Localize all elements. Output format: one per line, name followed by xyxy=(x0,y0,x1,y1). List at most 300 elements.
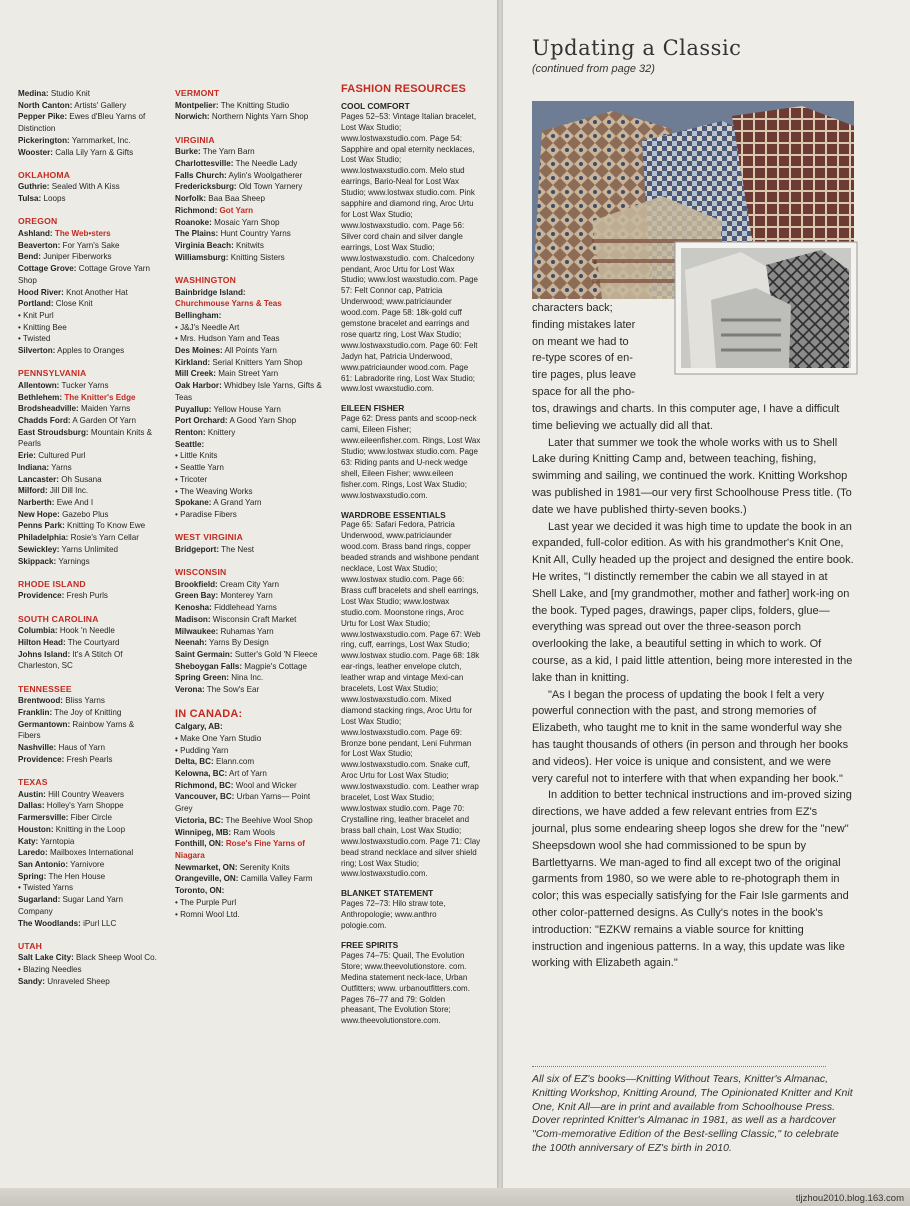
store-listing xyxy=(18,181,158,193)
store-city: Bend: xyxy=(18,252,41,262)
store-listing xyxy=(175,661,325,673)
store-listing xyxy=(18,836,158,848)
store-listing xyxy=(175,310,325,322)
state-heading: OREGON xyxy=(18,216,58,227)
store-listing xyxy=(18,251,158,263)
store-city: Cottage Grove: xyxy=(18,264,77,274)
vintage-sweaters-photo xyxy=(671,240,860,376)
store-name: The Web•sters xyxy=(54,229,111,239)
store-listing xyxy=(18,287,158,299)
store-name: • Make One Yarn Studio xyxy=(175,733,262,743)
store-city: Neenah: xyxy=(175,638,207,648)
store-city: Richmond, BC: xyxy=(175,780,234,790)
store-city: Pickerington: xyxy=(18,135,70,145)
store-city: Vancouver, BC: xyxy=(175,792,235,802)
store-name: Maiden Yarns xyxy=(80,404,131,414)
store-name: • Knitting Bee xyxy=(18,322,67,332)
store-name: The Needle Lady xyxy=(235,159,298,169)
state-heading: WEST VIRGINIA xyxy=(175,532,244,543)
store-city: Hilton Head: xyxy=(18,638,66,648)
store-listing xyxy=(175,626,325,638)
fashion-section-text: Pages 74–75: Quail, The Evolution Store; www.theevolutionstore. com. Medina statement neck-lace, Urban Outfitters; www. urbanoutfitters.com. Pages 76–77 and 79: Golden pheasant, The Evolution Store; www.theevolutionstore.com. xyxy=(341,950,470,1026)
books-caption: All six of EZ's books—Knitting Without Tears, Knitter's Almanac, Knitting Workshop, Knitting Around, The Opinionated Knitter and Knit One, Knit All—are in print and available from Schoolhouse Press. Dover reprinted Knitter's Almanac in 1981, as well as a hardcover "Com-memorative Edition of the Best-selling Classic," to celebrate the 100th anniversary of EZ's birth in 2010. xyxy=(532,1073,853,1154)
store-listing xyxy=(18,135,158,147)
store-name: Holley's Yarn Shoppe xyxy=(46,801,124,811)
state-section xyxy=(18,368,158,567)
store-name: Fiber Circle xyxy=(70,813,113,823)
store-city: Narberth: xyxy=(18,498,55,507)
store-listing xyxy=(18,509,158,521)
store-name: Gazebo Plus xyxy=(62,509,109,519)
store-listing xyxy=(175,756,325,768)
store-city: Beaverton: xyxy=(18,240,61,250)
store-listing xyxy=(18,590,158,602)
store-city: Delta, BC: xyxy=(175,757,214,767)
store-listing xyxy=(18,427,158,450)
store-listing xyxy=(175,474,325,486)
store-listing xyxy=(175,509,325,521)
store-city: Sheboygan Falls: xyxy=(175,661,243,671)
store-name: Fiddlehead Yarns xyxy=(214,603,277,613)
store-name: Yarns By Design xyxy=(209,638,269,648)
store-name: Yarnmarket, Inc. xyxy=(71,135,131,145)
state-heading: PENNSYLVANIA xyxy=(18,368,87,379)
store-listing xyxy=(18,544,158,556)
store-name: Yellow House Yarn xyxy=(213,404,281,414)
store-name: Jill Dill Inc. xyxy=(49,486,89,496)
store-name: Rosie's Yarn Cellar xyxy=(70,533,139,543)
store-city: Orangeville, ON: xyxy=(175,874,239,884)
store-listing xyxy=(18,742,158,754)
store-city: Farmersville: xyxy=(18,813,69,823)
store-listing xyxy=(175,897,325,909)
store-listing xyxy=(18,333,158,345)
store-name: Elann.com xyxy=(215,757,255,767)
store-city: Brookfield: xyxy=(175,579,218,589)
store-listing xyxy=(175,815,325,827)
store-city: Winnipeg, MB: xyxy=(175,827,232,837)
store-name: • Pudding Yarn xyxy=(175,745,229,755)
store-name: The Hen House xyxy=(48,871,106,881)
store-name: Magpie's Cottage xyxy=(244,661,308,671)
store-listing xyxy=(18,859,158,871)
store-city: Tulsa: xyxy=(18,194,42,204)
store-city: San Antonio: xyxy=(18,859,69,869)
store-listing xyxy=(175,745,325,757)
store-name: Camilla Valley Farm xyxy=(240,874,313,884)
store-listing xyxy=(18,392,158,404)
store-name: Fresh Pearls xyxy=(66,754,113,764)
store-city: Norfolk: xyxy=(175,194,207,204)
store-name: Rainbow Yarns & Fibers xyxy=(18,719,135,741)
store-name: Hunt Country Yarns xyxy=(220,229,291,239)
store-city: Johns Island: xyxy=(18,649,71,659)
store-city: Puyallup: xyxy=(175,404,212,414)
store-listing xyxy=(175,909,325,921)
store-listing xyxy=(18,322,158,334)
store-name: The Nest xyxy=(221,544,255,554)
fashion-section-title: COOL COMFORT xyxy=(341,100,410,111)
store-name: A Good Yarn Shop xyxy=(229,416,297,426)
store-listing xyxy=(18,263,158,286)
store-city: North Canton: xyxy=(18,100,73,110)
store-city: Indiana: xyxy=(18,462,50,472)
store-name: Sealed With A Kiss xyxy=(51,182,120,192)
store-city: Hood River: xyxy=(18,287,64,297)
store-name: • Mrs. Hudson Yarn and Teas xyxy=(175,334,280,344)
store-city: Milwaukee: xyxy=(175,626,219,636)
store-name: Wool and Wicker xyxy=(235,780,297,790)
store-city: Penns Park: xyxy=(18,521,65,531)
store-listing xyxy=(175,590,325,602)
store-name: Knittery xyxy=(207,427,236,437)
store-listing xyxy=(18,100,158,112)
store-listing xyxy=(175,462,325,474)
store-name: Yarns xyxy=(51,462,72,472)
store-listing xyxy=(18,976,158,988)
state-section xyxy=(18,684,158,766)
store-name: Monterey Yarn xyxy=(220,591,273,601)
state-section xyxy=(18,614,158,673)
store-city: Spokane: xyxy=(175,498,212,508)
caption-divider xyxy=(532,1066,826,1067)
store-listing xyxy=(18,240,158,252)
store-city: Ashland: xyxy=(18,229,53,239)
store-city: Providence: xyxy=(18,754,65,764)
store-city: Houston: xyxy=(18,824,54,834)
store-name: The Courtyard xyxy=(67,638,120,648)
store-name: Knitting in the Loop xyxy=(55,824,126,834)
store-listing xyxy=(18,228,158,240)
store-city: Medina: xyxy=(18,89,49,98)
store-listing xyxy=(18,894,158,917)
store-city: Madison: xyxy=(175,614,211,624)
store-name: Ewe And I xyxy=(56,498,94,507)
store-name: Haus of Yarn xyxy=(58,743,105,753)
store-name: Fresh Purls xyxy=(66,591,108,601)
state-section xyxy=(18,216,158,356)
store-name: Ruhamas Yarn xyxy=(220,626,274,636)
store-city: Burke: xyxy=(175,147,201,157)
store-city: Oak Harbor: xyxy=(175,381,222,391)
fashion-resources xyxy=(341,84,481,1027)
fashion-section-title: BLANKET STATEMENT xyxy=(341,888,434,899)
store-city: Sandy: xyxy=(18,976,45,986)
store-listing xyxy=(18,450,158,462)
store-directory-column-2 xyxy=(175,88,325,932)
store-name: Loops xyxy=(43,194,66,204)
state-section xyxy=(18,777,158,929)
store-name: Mosaic Yarn Shop xyxy=(214,217,280,227)
fashion-section-title: FREE SPIRITS xyxy=(341,939,399,950)
store-city: Mill Creek: xyxy=(175,369,216,379)
store-name: The Yarn Barn xyxy=(202,147,255,157)
state-section xyxy=(175,88,325,123)
watermark-url: tljzhou2010.blog.163.com xyxy=(795,1193,904,1204)
store-city: Providence: xyxy=(18,591,65,601)
article-paragraph-5: In addition to better technical instructions and im-proved sizing directions, we have added a few relevant entries from EZ's journal, plus some endearing sheep logos she drew for the "new" Sheepsdown wool she had commissioned to be spun by Bartlettyarns. We man-aged to find all except two of the original garments from 1980, so we were able to re-photograph them in color; this was especially satisfying for the Fair Isle garments and other color-patterned designs. As Cully's notes in the book's introduction: "EZKW remains a viable source for knitting instruction and ingenious patterns. In a way, this update was like working with Elizabeth again." xyxy=(532,789,852,970)
store-name: • Romni Wool Ltd. xyxy=(175,909,240,919)
store-name: Main Street Yarn xyxy=(218,369,279,379)
store-city: The Plains: xyxy=(175,229,219,239)
state-heading: WISCONSIN xyxy=(175,567,227,578)
store-name: Urban Yarns— Point Grey xyxy=(175,792,311,814)
store-name: • Seattle Yarn xyxy=(175,463,224,473)
store-listing xyxy=(175,427,325,439)
store-name: Sugar Land Yarn Company xyxy=(18,895,123,916)
store-name: The Joy of Knitting xyxy=(54,708,122,718)
store-name: For Yarn's Sake xyxy=(62,240,120,250)
store-name: Yarntopia xyxy=(40,836,75,846)
store-name: Studio Knit xyxy=(50,89,90,98)
store-listing xyxy=(18,625,158,637)
state-section xyxy=(18,88,158,158)
store-name: • Blazing Needles xyxy=(18,965,82,975)
store-city: Silverton: xyxy=(18,346,56,356)
article-paragraph-3: Last year we decided it was high time to update the book in an expanded, full-color edition. As with his grandmother's Knit One, Knit All, Cully headed up the project and designed the entire book. He writes, "I distinctly remember the cabin we all stayed in at Shell Lake, and [my grandmother, mother and father] work-ing on the book. Typed pages, drawings, paper clips, folders, glue—everything was spread out over the three-season porch overlooking the lake, a beautiful setting in which to work. Of course, as a kid, I paid little attention, being more interested in the lake than in knitting. xyxy=(532,520,854,684)
state-heading: RHODE ISLAND xyxy=(18,578,86,589)
fashion-resources-heading: FASHION RESOURCES xyxy=(341,83,467,95)
store-name: Yarnings xyxy=(58,556,90,566)
store-city: Des Moines: xyxy=(175,346,223,356)
fashion-section-text: Page 65: Safari Fedora, Patricia Underwood, www.patriciaunder wood.com. Brass band rings, copper beaded strands and wishbone pendant necklace, Lost Wax Studio; www.lostwax studio.com. Page 66: Brass cuff bracelets and shell earrings, Lost Wax Studio; www.lostwax studio.com. Moonstone rings, Aroc Urtu for Lost Wax Studio; www.lostwaxstudio.com. Page 67: Web ring, cuff, earrings, Lost Wax Studio; www.lostwax studio.com. Page 68: 18k ear-rings, leather envelope clutch, leather wrap and vintage Mexi-can bracelets, Lost Wax Studio; www.lostwaxstudio.com. Mixed diamond stacking rings, Aroc Urtu for Lost Wax Studio; www.lostwaxstudio.com. Page 69: Bronze bone pendant, Leni Fuhrman for Lost Wax Studio; www.lostwaxstudio.com. Snake cuff, Aroc Urtu for Lost Wax Studio; www.lostwaxstudio. com. Leather wrap bracelet, Lost Wax Studio; www.lostwax studio.com. Page 70: Crystalline ring, leather bracelet and brass ball chain, Lost Wax Studio; www.lostwaxstudio.com. Page 71: Clay bead strand necklace and silver shield ring; Lost Wax Studio; www.lostwaxstudio.com. xyxy=(341,520,481,879)
store-name: Cottage Grove Yarn Shop xyxy=(18,264,150,285)
store-city: Germantown: xyxy=(18,719,71,729)
store-city: Bethlehem: xyxy=(18,392,63,402)
article-paragraph-1-end: tos, drawings and charts. In this computer age, I have a difficult time believing we actually did all that. xyxy=(532,403,840,432)
store-listing xyxy=(18,474,158,486)
store-name: Rose's Fine Yarns of Niagara xyxy=(175,839,305,860)
store-name: iPurl LLC xyxy=(83,918,117,928)
store-listing xyxy=(175,684,325,696)
store-city: Virginia Beach: xyxy=(175,240,234,250)
state-heading: SOUTH CAROLINA xyxy=(18,613,99,624)
store-name: • The Purple Purl xyxy=(175,897,237,907)
store-city: Verona: xyxy=(175,685,205,695)
fashion-section-title: EILEEN FISHER xyxy=(341,403,405,414)
store-listing xyxy=(175,873,325,885)
fashion-section-text: Pages 52–53: Vintage Italian bracelet, Lost Wax Studio; www.lostwaxstudio.com. Page 54: Sapphire and opal eternity necklaces, Lost Wax Studio; www.lostwaxstudio.com. Melo stud earrings, Bario-Neal for Lost Wax Studio; www.lostwax studio.com. Pink sapphire and diamond ring, Aroc Urtu for Lost Wax Studio; www.lostwaxstudio. com. Page 56: Silver cord chain and silver dangle earrings, Lost Wax Studio; www.lostwaxstudio. com. Chalcedony pendant, Aroc Urtu for Lost Wax Studio; www.lost waxstudio.com. Page 57: Felt Connor cap, Patricia Underwood; www.patriciaunder wood.com. Page 58: 18k-gold cuff gemstone bracelet and earrings and rose quartz ring, Lost Wax Studio; www.lostwaxstudio.com. Page 60: Felt Jadyn hat, Patricia Underwood, www.patriciaunder wood.com. Page 61: Labradorite ring, Lost Wax Studio; www.lost vwaxstudio.com. xyxy=(341,111,478,394)
store-city: Chadds Ford: xyxy=(18,416,71,426)
store-name: Tucker Yarns xyxy=(61,380,109,390)
store-listing xyxy=(175,721,325,733)
store-city: Spring: xyxy=(18,871,47,881)
article-title: Updating a Classic xyxy=(532,36,742,60)
store-city: Kirkland: xyxy=(175,357,211,367)
store-name: • Twisted xyxy=(18,334,51,344)
store-name: Knitwits xyxy=(236,240,264,250)
store-listing xyxy=(175,100,325,112)
store-city: Norwich: xyxy=(175,112,210,122)
store-name: • Tricoter xyxy=(175,474,208,484)
store-name: Cream City Yarn xyxy=(219,579,280,589)
store-city: Philadelphia: xyxy=(18,533,69,543)
store-name: Art of Yarn xyxy=(228,769,267,779)
fashion-section-title: WARDROBE ESSENTIALS xyxy=(341,509,446,520)
article-paragraph-2: Later that summer we took the whole works with us to Shell Lake during Knitting Camp and, between teaching, fishing, swimming and sailing, we continued the work. Knitting Workshop was published in 1981—our very first Schoolhouse Press title. (To date we have published thirty-seven books.) xyxy=(532,436,852,516)
store-directory-column-1 xyxy=(18,88,158,999)
store-name: It's A Stitch Of Charleston, SC xyxy=(18,649,123,671)
store-name: • Little Knits xyxy=(175,451,218,461)
store-listing xyxy=(18,695,158,707)
store-name: All Points Yarn xyxy=(224,346,277,356)
store-city: Sugarland: xyxy=(18,895,61,905)
store-city: Salt Lake City: xyxy=(18,953,74,963)
store-listing xyxy=(175,450,325,462)
store-listing xyxy=(175,637,325,649)
state-section xyxy=(18,941,158,988)
state-heading: VERMONT xyxy=(175,88,220,98)
state-section xyxy=(175,135,325,264)
store-listing xyxy=(18,380,158,392)
store-name: Hill Country Weavers xyxy=(48,789,124,799)
store-listing xyxy=(18,556,158,568)
store-listing xyxy=(18,719,158,742)
store-name: Serenity Knits xyxy=(239,862,290,872)
store-listing xyxy=(18,345,158,357)
store-name: Northern Nights Yarn Shop xyxy=(211,112,309,122)
store-name: Ram Wools xyxy=(233,827,276,837)
store-city: Fredericksburg: xyxy=(175,182,237,192)
article-wrap-line: characters back; xyxy=(532,302,613,314)
store-name: • Knit Purl xyxy=(18,310,54,320)
store-name: Whidbey Isle Yarns, Gifts & Teas xyxy=(175,381,322,402)
article-wrap-line: finding mistakes later xyxy=(532,318,636,331)
store-listing xyxy=(175,333,325,345)
state-section xyxy=(175,275,325,521)
store-name: Old Town Yarnery xyxy=(238,182,303,192)
store-listing xyxy=(175,780,325,792)
store-city: The Woodlands: xyxy=(18,918,81,928)
store-listing xyxy=(175,497,325,509)
store-city: Lancaster: xyxy=(18,474,59,484)
store-listing xyxy=(175,287,325,299)
state-heading: UTAH xyxy=(18,940,43,951)
state-section xyxy=(18,579,158,602)
store-listing xyxy=(18,637,158,649)
store-name: Apples to Oranges xyxy=(57,346,125,356)
store-name: Oh Susana xyxy=(61,474,102,484)
store-listing xyxy=(18,532,158,544)
store-listing xyxy=(18,403,158,415)
store-listing xyxy=(18,298,158,310)
store-name: Sutter's Gold 'N Fleece xyxy=(234,649,318,659)
store-city: Green Bay: xyxy=(175,591,219,601)
store-listing xyxy=(175,885,325,897)
store-listing xyxy=(18,707,158,719)
store-city: Kenosha: xyxy=(175,603,212,613)
store-name: Mountain Knits & Pearls xyxy=(18,427,153,449)
store-listing xyxy=(18,812,158,824)
store-listing xyxy=(18,497,158,509)
store-city: Erie: xyxy=(18,451,36,461)
state-section xyxy=(175,532,325,555)
store-name: The Knitter's Edge xyxy=(64,392,136,402)
store-city: Saint Germain: xyxy=(175,649,233,659)
store-listing xyxy=(175,181,325,193)
store-city: Bellingham: xyxy=(175,310,222,320)
store-city: Falls Church: xyxy=(175,170,227,180)
store-city: Kelowna, BC: xyxy=(175,769,228,779)
store-listing xyxy=(175,240,325,252)
state-heading: IN CANADA: xyxy=(175,708,243,721)
store-listing xyxy=(18,649,158,672)
store-listing xyxy=(175,614,325,626)
store-listing xyxy=(175,380,325,403)
store-name: Knot Another Hat xyxy=(66,287,128,297)
store-listing xyxy=(18,520,158,532)
store-name: Yarnivore xyxy=(70,859,105,869)
store-city: Portland: xyxy=(18,299,54,309)
state-heading: WASHINGTON xyxy=(175,274,237,285)
store-city: Wooster: xyxy=(18,147,53,157)
store-city: Pepper Pike: xyxy=(18,112,68,122)
store-listing xyxy=(18,88,158,100)
store-listing xyxy=(175,791,325,814)
store-name: Close Knit xyxy=(55,299,93,309)
store-name: • The Weaving Works xyxy=(175,486,253,496)
store-listing xyxy=(175,193,325,205)
store-name: Nina Inc. xyxy=(231,673,264,683)
store-city: Brentwood: xyxy=(18,696,63,706)
store-city: Newmarket, ON: xyxy=(175,862,238,872)
store-listing xyxy=(18,964,158,976)
store-city: Allentown: xyxy=(18,380,60,390)
store-listing xyxy=(175,649,325,661)
state-heading: TEXAS xyxy=(18,777,48,788)
store-listing xyxy=(18,415,158,427)
store-name: Wisconsin Craft Market xyxy=(212,614,297,624)
store-city: Charlottesville: xyxy=(175,159,234,169)
store-name: Bliss Yarns xyxy=(65,696,105,706)
store-listing xyxy=(175,827,325,839)
store-city: Montpelier: xyxy=(175,100,219,110)
state-section xyxy=(175,567,325,696)
store-name: Calla Lily Yarn & Gifts xyxy=(55,147,134,157)
fashion-section-text: Page 62: Dress pants and scoop-neck cami, Eileen Fisher; www.eileenfisher.com. Rings, Lost Wax Studio; www.lostwax studio.com. Page 63: Riding pants and U-neck wedge shell, Eileen Fisher; www.eileen fisher.com. Rings, Lost Wax Studio; www.lostwaxstudio.com. xyxy=(341,414,481,500)
store-name: Unraveled Sheep xyxy=(47,976,110,986)
article-wrap-text xyxy=(532,300,662,401)
store-city: Nashville: xyxy=(18,743,57,753)
store-listing xyxy=(175,205,325,217)
state-heading: OKLAHOMA xyxy=(18,169,71,180)
store-name: Ewes d'Bleu Yarns of Distinction xyxy=(18,112,146,134)
store-city: Brodsheadville: xyxy=(18,404,79,414)
store-listing xyxy=(175,579,325,591)
store-city: Toronto, ON: xyxy=(175,886,225,896)
store-city: Seattle: xyxy=(175,439,205,449)
store-listing xyxy=(18,111,158,134)
store-listing xyxy=(175,672,325,684)
store-name: Mailboxes International xyxy=(49,848,134,858)
article-paragraph-4: "As I began the process of updating the book I felt a very powerful connection with the past, and strong memories of Elizabeth, who taught me to knit in the same wonderful way she has taught thousands of others (in person and through her books and videos). Her voice is unique and consistent, and we were very careful not to interfere with that when expanding her book." xyxy=(532,688,849,785)
store-listing xyxy=(18,918,158,930)
state-heading: VIRGINIA xyxy=(175,134,215,145)
store-city: Dallas: xyxy=(18,801,45,811)
store-listing xyxy=(175,345,325,357)
store-city: Skippack: xyxy=(18,556,57,566)
store-listing xyxy=(175,439,325,451)
store-city: Calgary, AB: xyxy=(175,722,223,732)
store-name: Juniper Fiberworks xyxy=(43,252,112,262)
store-name: Got Yarn xyxy=(219,205,254,215)
store-listing xyxy=(18,485,158,497)
store-name: Knitting Sisters xyxy=(230,252,285,262)
store-city: Fonthill, ON: xyxy=(175,839,224,849)
store-city: Port Orchard: xyxy=(175,416,228,426)
store-name: • Twisted Yarns xyxy=(18,883,74,893)
store-listing xyxy=(175,544,325,556)
